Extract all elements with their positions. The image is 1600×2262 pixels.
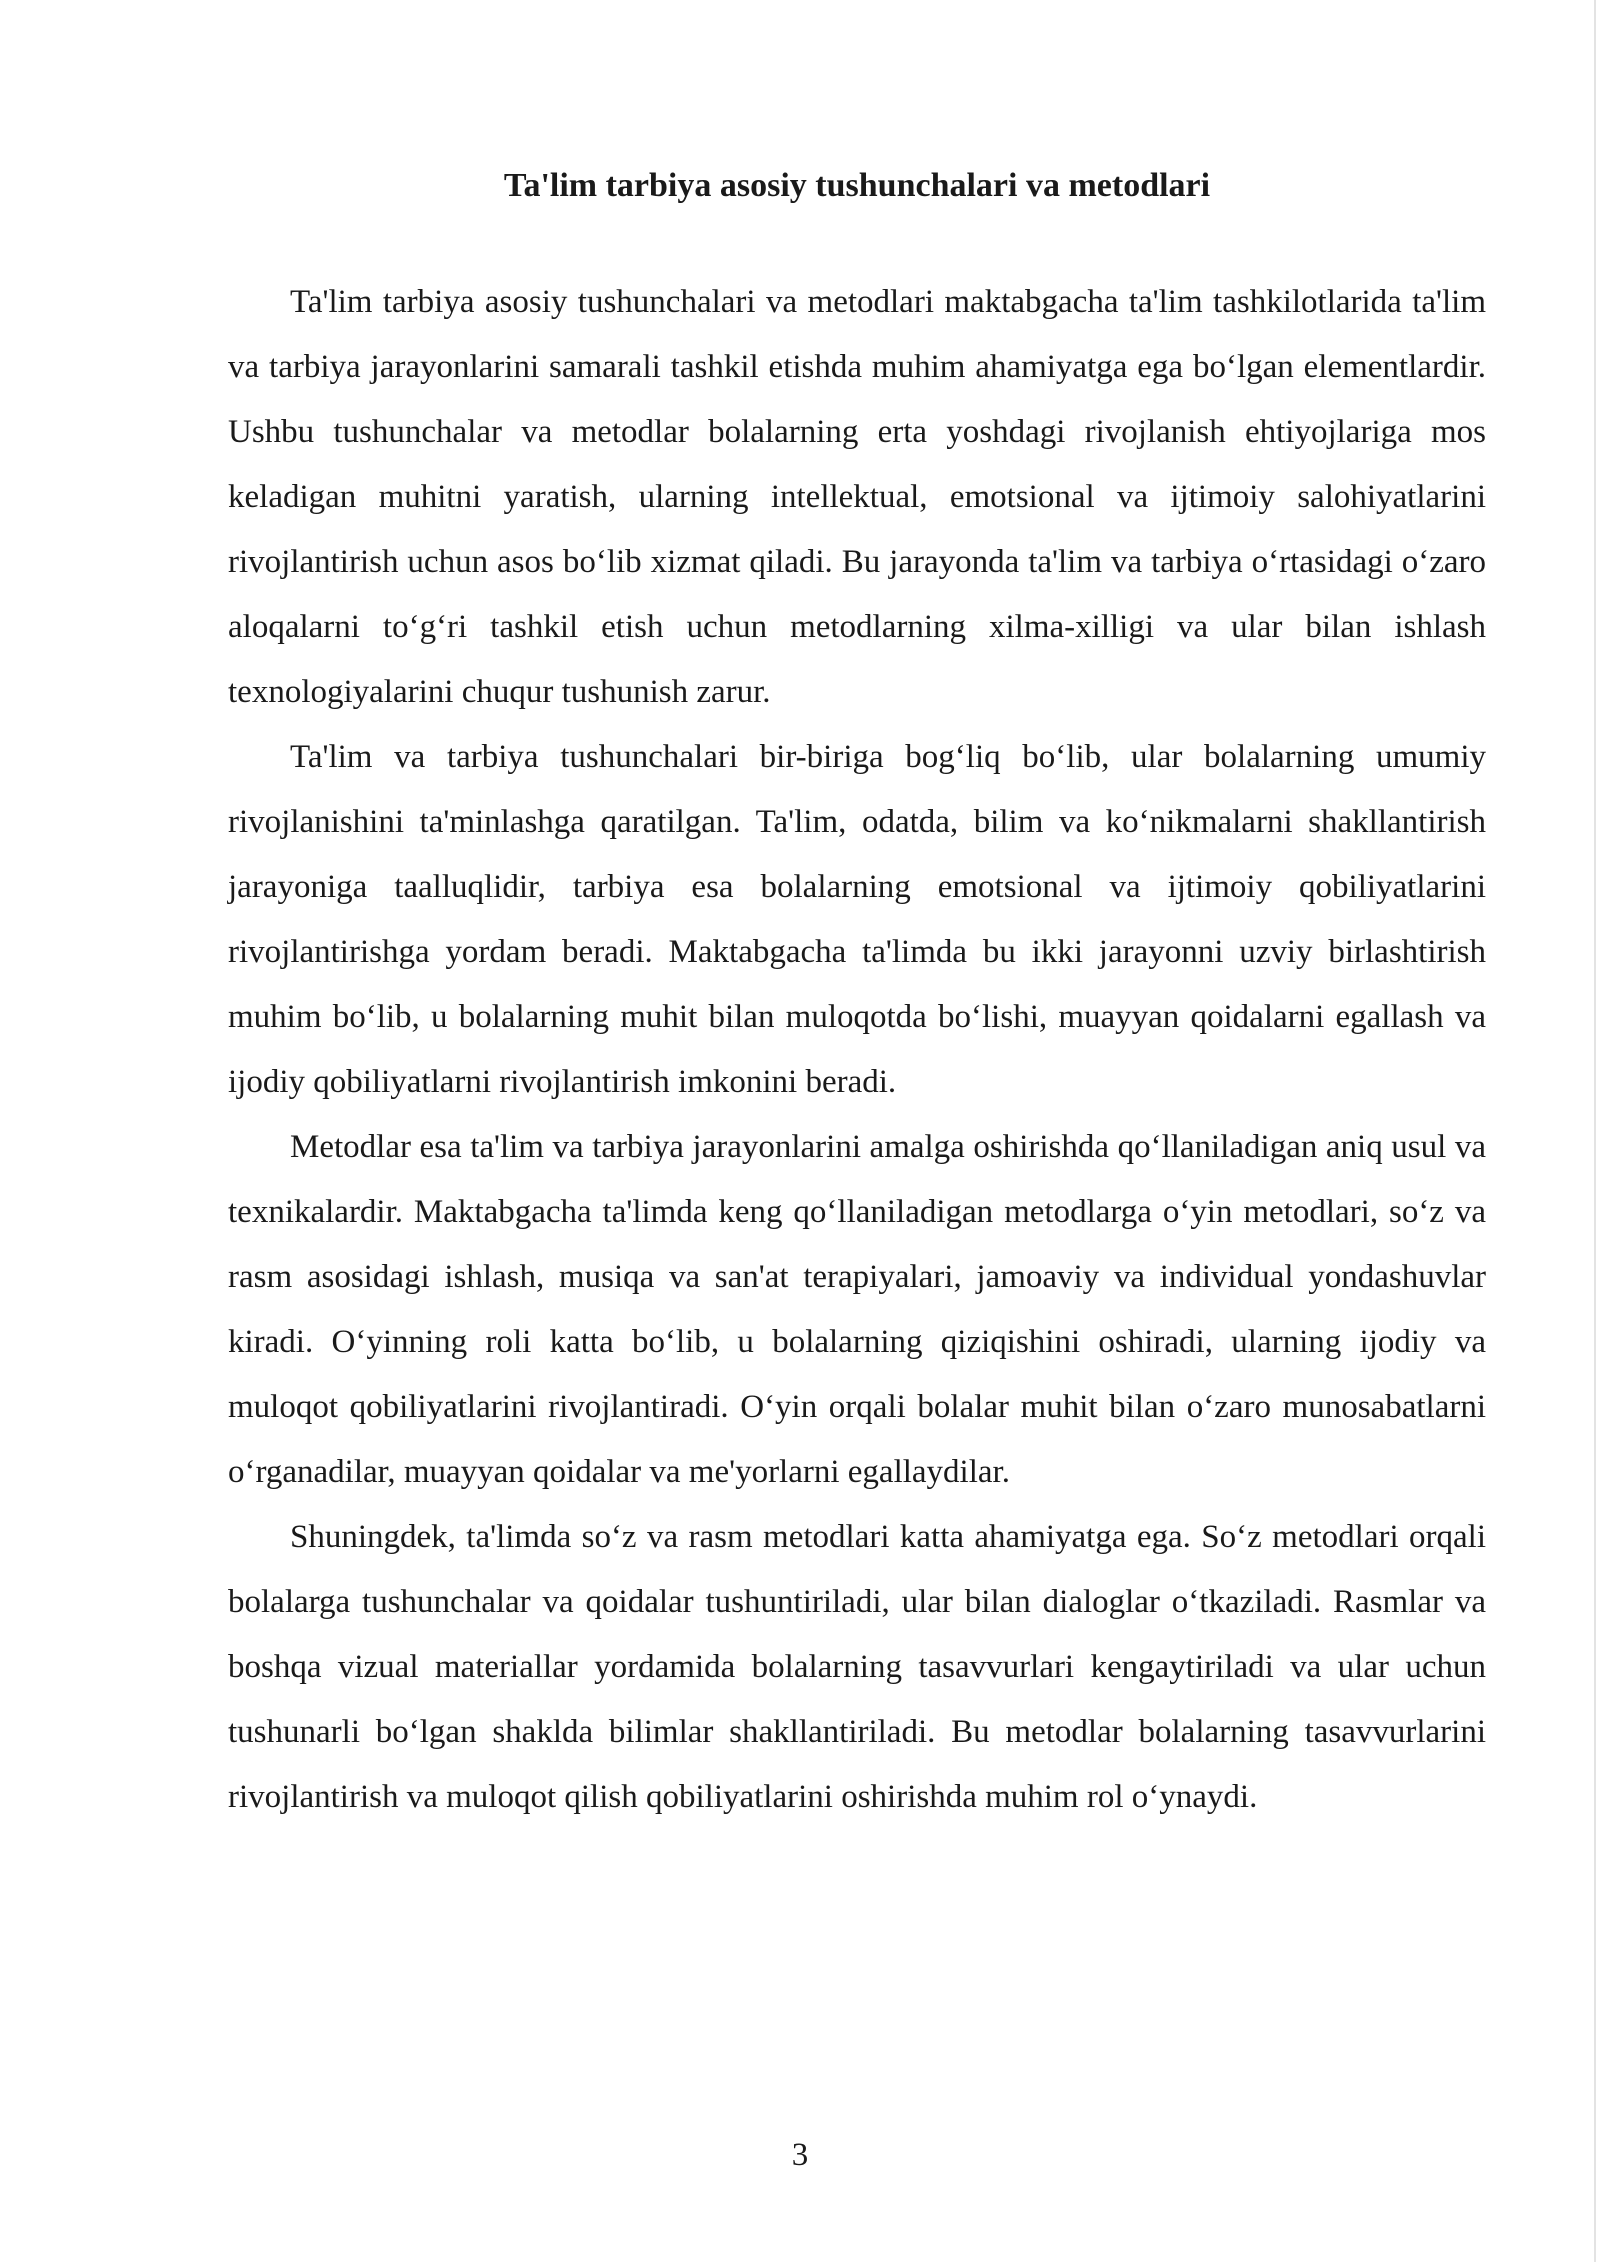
- paragraph-3: Metodlar esa ta'lim va tarbiya jarayonlarini amalga oshirishda qo‘llaniladigan aniq usul va texnikalardir. Maktabgacha ta'limda keng qo‘llaniladigan metodlarga o‘yin metodlari, so‘z va rasm asosidagi ishlash, musiqa va san'at terapiyalari, jamoaviy va individual yondashuvlar kiradi. O‘yinning roli katta bo‘lib, u bolalarning qiziqishini oshiradi, ularning ijodiy va muloqot qobiliyatlarini rivojlantiradi. O‘yin orqali bolalar muhit bilan o‘zaro munosabatlarni o‘rganadilar, muayyan qoidalar va me'yorlarni egallaydilar.: [228, 1129, 1486, 1490]
- page-edge-line: [1594, 0, 1596, 2262]
- paragraph-4: Shuningdek, ta'limda so‘z va rasm metodlari katta ahamiyatga ega. So‘z metodlari orqali bolalarga tushunchalar va qoidalar tushuntiriladi, ular bilan dialoglar o‘tkaziladi. Rasmlar va boshqa vizual materiallar yordamida bolalarning tasavvurlari kengaytiriladi va ular uchun tushunarli bo‘lgan shaklda bilimlar shakllantiriladi. Bu metodlar bolalarning tasavvurlarini rivojlantirish va muloqot qilish qobiliyatlarini oshirishda muhim rol o‘ynaydi.: [228, 1519, 1486, 1815]
- paragraph-2: Ta'lim va tarbiya tushunchalari bir-biriga bog‘liq bo‘lib, ular bolalarning umumiy rivojlanishini ta'minlashga qaratilgan. Ta'lim, odatda, bilim va ko‘nikmalarni shakllantirish jarayoniga taalluqlidir, tarbiya esa bolalarning emotsional va ijtimoiy qobiliyatlarini rivojlantirishga yordam beradi. Maktabgacha ta'limda bu ikki jarayonni uzviy birlashtirish muhim bo‘lib, u bolalarning muhit bilan muloqotda bo‘lishi, muayyan qoidalarni egallash va ijodiy qobiliyatlarni rivojlantirish imkonini beradi.: [228, 739, 1486, 1100]
- body-text: [228, 270, 1486, 1830]
- page-title: Ta'lim tarbiya asosiy tushunchalari va metodlari: [503, 167, 1211, 204]
- paragraph-1: Ta'lim tarbiya asosiy tushunchalari va metodlari maktabgacha ta'lim tashkilotlarida ta'lim va tarbiya jarayonlarini samarali tashkil etishda muhim ahamiyatga ega bo‘lgan elementlardir. Ushbu tushunchalar va metodlar bolalarning erta yoshdagi rivojlanish ehtiyojlariga mos keladigan muhitni yaratish, ularning intellektual, emotsional va ijtimoiy salohiyatlarini rivojlantirish uchun asos bo‘lib xizmat qiladi. Bu jarayonda ta'lim va tarbiya o‘rtasidagi o‘zaro aloqalarni to‘g‘ri tashkil etish uchun metodlarning xilma-xilligi va ular bilan ishlash texnologiyalarini chuqur tushunish zarur.: [228, 284, 1486, 710]
- page-number: 3: [791, 2137, 809, 2173]
